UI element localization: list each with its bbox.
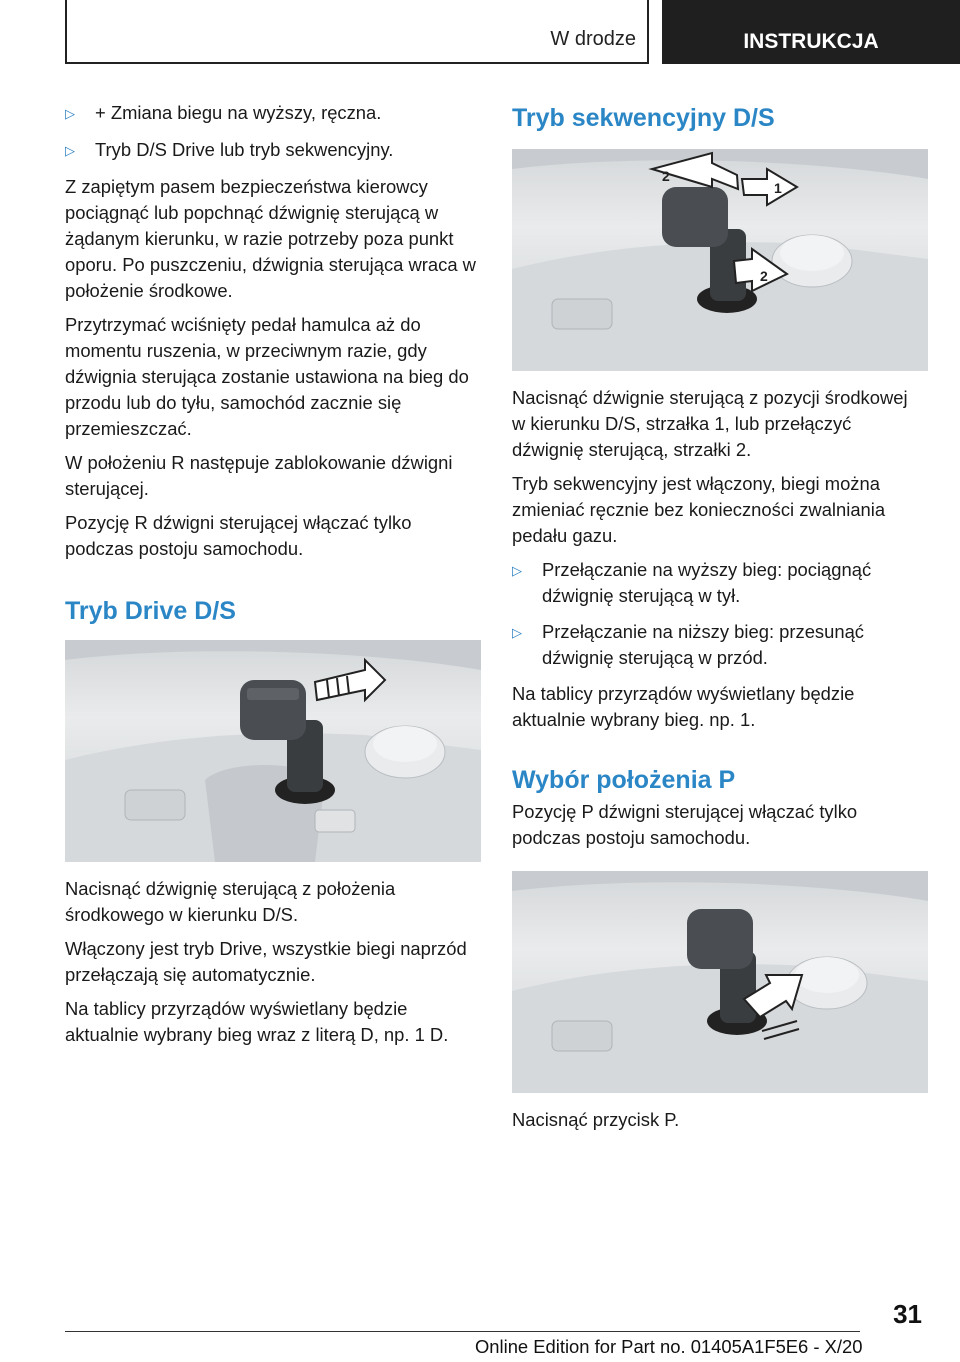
paragraph: Pozycję P dźwigni sterującej włączać tylko podczas postoju samochodu. [512, 801, 858, 848]
bullet-text: Przełączanie na niższy bieg: przesunąć dźwignię sterującą w przód. [542, 621, 865, 668]
paragraph: Tryb sekwencyjny jest włączony, biegi można zmieniać ręcznie bez konieczności zwalniania pedału gazu. [512, 473, 886, 546]
paragraph: Nacisnąć dźwignię sterującą z położenia środkowego w kierunku D/S. [65, 878, 396, 925]
drive-mode-illustration [65, 640, 481, 862]
paragraph: Pozycję R dźwigni sterującej włączać tylko podczas postoju samochodu. [65, 512, 412, 559]
header-rule-left [65, 0, 67, 64]
triangle-bullet-icon: ▷ [512, 563, 522, 578]
arrow-label-2b: 2 [760, 268, 768, 284]
bullet-text: + Zmiana biegu na wyższy, ręczna. [95, 102, 382, 123]
paragraph: Na tablicy przyrządów wyświetlany będzie aktualnie wybrany bieg. np. 1. [512, 683, 855, 730]
park-button-illustration [512, 871, 928, 1093]
footer-edition: Online Edition for Part no. 01405A1F5E6 - X/20 [475, 1336, 863, 1357]
bullet-text: Przełączanie na wyższy bieg: pociągnąć dźwignię sterującą w tył. [542, 559, 872, 606]
paragraph: Włączony jest tryb Drive, wszystkie biegi naprzód przełączają się automatycznie. [65, 938, 467, 985]
paragraph: Z zapiętym pasem bezpieczeństwa kierowcy pociągnąć lub popchnąć dźwignię sterującą w żądanym kierunku, w razie potrzeby poza punkt oporu. Po puszczeniu, dźwignia sterująca wraca w położenie środkowe. [65, 176, 476, 301]
paragraph: W położeniu R następuje zablokowanie dźwigni sterującej. [65, 452, 453, 499]
drive-heading: Tryb Drive D/S [65, 597, 236, 625]
triangle-bullet-icon: ▷ [512, 625, 522, 640]
arrow-label-2: 2 [662, 168, 670, 184]
sequential-heading: Tryb sekwencyjny D/S [512, 104, 775, 132]
park-heading: Wybór położenia P [512, 766, 736, 794]
footer-rule [65, 1331, 860, 1332]
sequential-mode-illustration [512, 149, 928, 371]
paragraph: Nacisnąć dźwignie sterującą z pozycji środkowej w kierunku D/S, strzałka 1, lub przełączyć dźwignię sterującą, strzałki 2. [512, 387, 908, 460]
list-item [512, 557, 924, 609]
list-item [512, 619, 924, 671]
right-column [512, 100, 924, 1141]
list-item [65, 137, 477, 164]
paragraph: Nacisnąć przycisk P. [512, 1109, 680, 1130]
triangle-bullet-icon: ▷ [65, 106, 75, 121]
bullet-text: Tryb D/S Drive lub tryb sekwencyjny. [95, 139, 394, 160]
paragraph: Przytrzymać wciśnięty pedał hamulca aż do momentu ruszenia, w przeciwnym razie, gdy dźwignia sterująca zostanie ustawiona na bieg do przodu lub do tyłu, samochód zacznie się przemieszczać. [65, 314, 469, 439]
header-tab-instrukcja[interactable]: INSTRUKCJA [662, 0, 960, 64]
list-item [65, 100, 477, 127]
triangle-bullet-icon: ▷ [65, 143, 75, 158]
header-rule-bottom [65, 62, 649, 64]
paragraph: Na tablicy przyrządów wyświetlany będzie aktualnie wybrany bieg wraz z literą D, np. 1 D. [65, 998, 449, 1045]
arrow-label-1: 1 [774, 180, 782, 196]
left-column [65, 100, 477, 1056]
page-number: 31 [893, 1299, 922, 1329]
header-section-title: W drodze [550, 28, 636, 50]
header-rule-divider [647, 0, 649, 64]
